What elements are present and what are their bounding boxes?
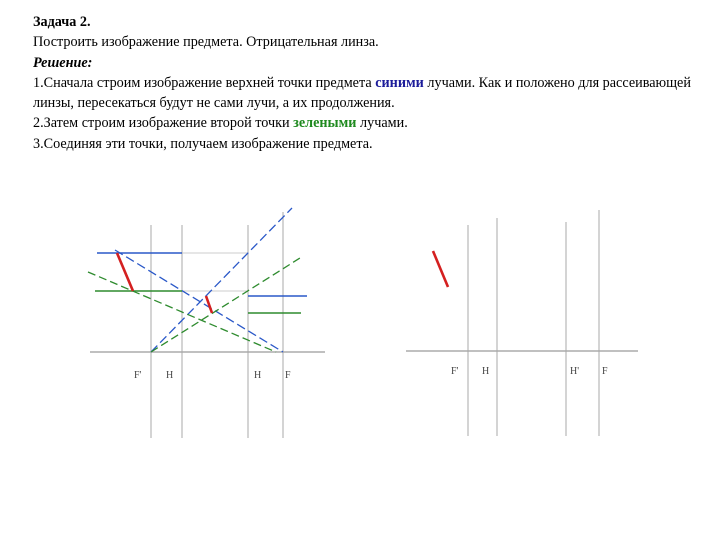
step-1-highlight: синими <box>375 74 424 91</box>
green-ray-diverging <box>151 258 300 352</box>
label-f: F <box>285 370 291 381</box>
step-2-after: лучами. <box>356 115 408 132</box>
image-arrow <box>206 296 212 313</box>
label-h: H <box>166 370 174 381</box>
label-f-prime: F' <box>134 370 142 381</box>
label-h-right: H <box>254 370 262 381</box>
object-arrow <box>433 251 448 287</box>
label-f: F <box>602 366 608 377</box>
object-arrow <box>117 253 133 291</box>
step-2-highlight: зелеными <box>293 115 357 132</box>
label-f-prime: F' <box>451 366 459 377</box>
step-2-before: 2.Затем строим изображение второй точки <box>33 115 294 132</box>
blue-ray-through-focus <box>115 250 283 352</box>
solution-label: Решение: <box>33 54 93 71</box>
task-statement: Построить изображение предмета. Отрицательная линза. <box>33 34 379 51</box>
label-h: H <box>482 366 490 377</box>
label-h-prime: H' <box>570 366 580 377</box>
step-3: 3.Соединяя эти точки, получаем изображение предмета. <box>33 135 373 152</box>
blue-ray-diverging <box>151 208 292 352</box>
step-1-before: 1.Сначала строим изображение верхней точки предмета <box>33 74 376 91</box>
diagram-right <box>406 210 638 436</box>
diagram-left <box>88 208 325 438</box>
step-1-after: лучами. Как и положено для рассеивающей линзы, пересекаться будут не сами лучи, а их продолжения. <box>33 74 691 112</box>
task-title: Задача 2. <box>33 14 91 30</box>
